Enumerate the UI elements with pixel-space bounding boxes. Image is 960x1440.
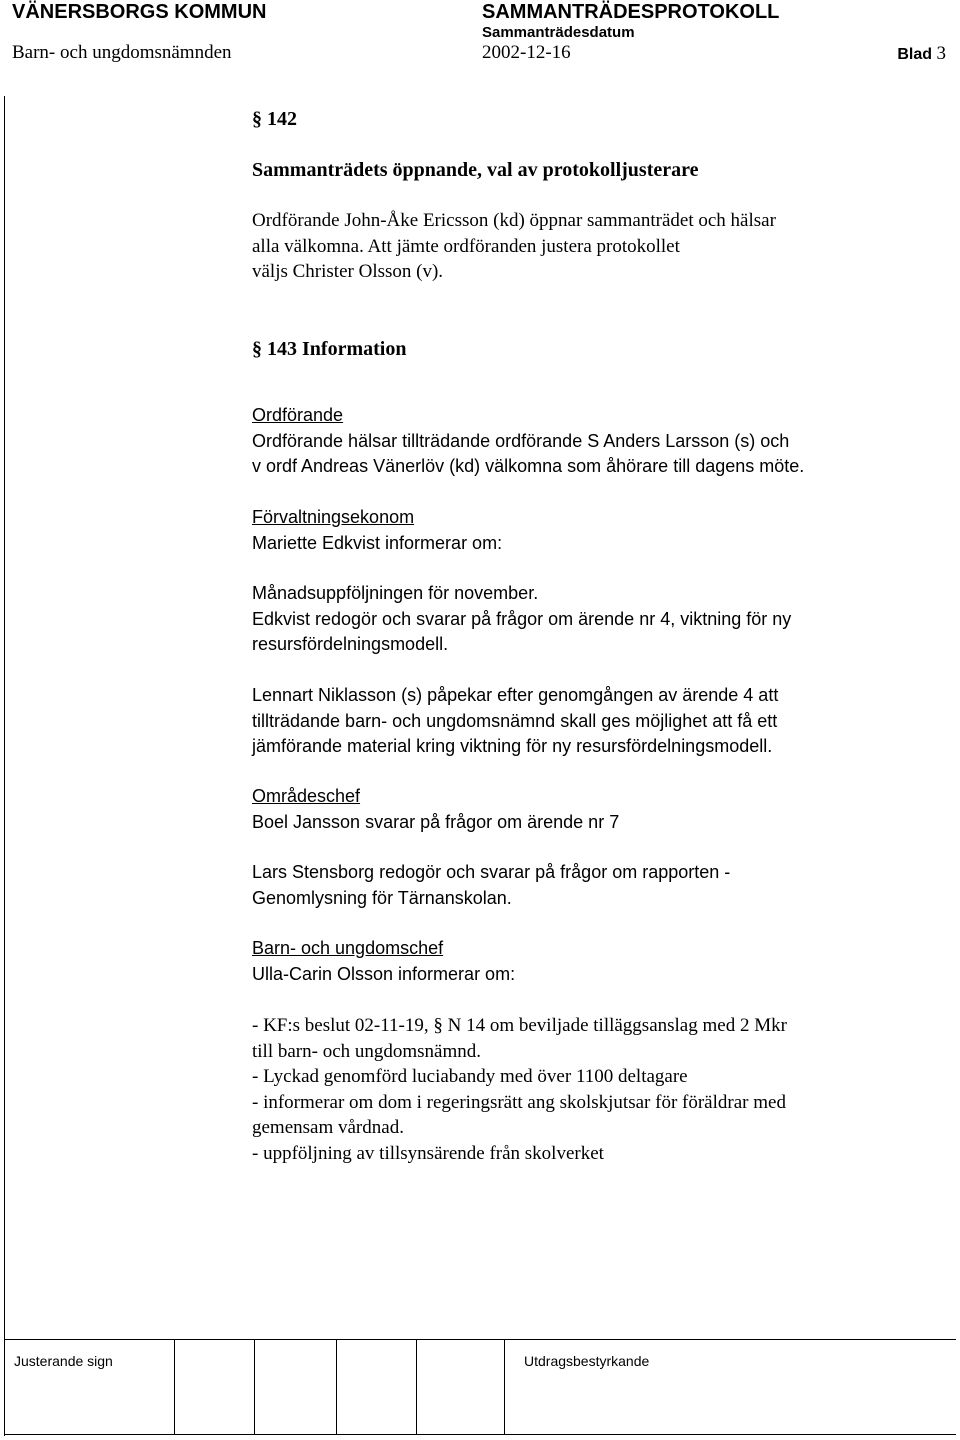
footer-cell-divider-2 bbox=[254, 1339, 255, 1435]
economist-details bbox=[252, 581, 791, 658]
list-item: - Lyckad genomförd luciabandy med över 1100 deltagare bbox=[252, 1066, 688, 1087]
chair-role: Ordförande bbox=[252, 405, 344, 425]
document-type: SAMMANTRÄDESPROTOKOLL bbox=[482, 1, 780, 23]
niklasson-line: tillträdande barn- och ungdomsnämnd skall ges möjlighet att få ett bbox=[252, 710, 778, 731]
footer-bottom-line bbox=[4, 1434, 956, 1435]
org-name: VÄNERSBORGS KOMMUN bbox=[12, 1, 267, 23]
list-item: - informerar om dom i regeringsrätt ang skolskjutsar för föräldrar med bbox=[252, 1091, 786, 1113]
niklasson-block bbox=[252, 683, 778, 760]
niklasson-line: Lennart Niklasson (s) påpekar efter genomgången av ärende 4 att bbox=[252, 685, 779, 705]
economist-intro: Mariette Edkvist informerar om: bbox=[252, 532, 503, 553]
footer-cell-divider-4 bbox=[416, 1339, 417, 1435]
date-label: Sammanträdesdatum bbox=[482, 24, 635, 41]
youth-chief-block bbox=[252, 936, 515, 987]
section-142-line: väljs Christer Olsson (v). bbox=[252, 261, 444, 282]
section-143-heading: § 143 Information bbox=[252, 338, 407, 360]
stensborg-line: Genomlysning för Tärnanskolan. bbox=[252, 887, 512, 908]
area-chief-line: Boel Jansson svarar på frågor om ärende nr 7 bbox=[252, 811, 620, 832]
chair-block bbox=[252, 403, 804, 480]
list-item: till barn- och ungdomsnämnd. bbox=[252, 1040, 482, 1062]
youth-chief-intro: Ulla-Carin Olsson informerar om: bbox=[252, 963, 516, 984]
footer-cell-divider-1 bbox=[174, 1339, 175, 1435]
extract-certification-label: Utdragsbestyrkande bbox=[524, 1353, 650, 1369]
stensborg-line: Lars Stensborg redogör och svarar på frågor om rapporten - bbox=[252, 862, 731, 882]
section-142-line: alla välkomna. Att jämte ordföranden justera protokollet bbox=[252, 235, 680, 257]
economist-role: Förvaltningsekonom bbox=[252, 507, 415, 527]
stensborg-block bbox=[252, 860, 730, 911]
footer-cell-divider-3 bbox=[336, 1339, 337, 1435]
page-number: 3 bbox=[936, 43, 946, 64]
economist-line: Edkvist redogör och svarar på frågor om ärende nr 4, viktning för ny bbox=[252, 608, 792, 629]
section-142-line: Ordförande John-Åke Ericsson (kd) öppnar sammanträdet och hälsar bbox=[252, 210, 776, 231]
committee-name: Barn- och ungdomsnämnden bbox=[12, 42, 232, 63]
list-item: - KF:s beslut 02-11-19, § N 14 om beviljade tilläggsanslag med 2 Mkr bbox=[252, 1015, 787, 1036]
page-label: Blad bbox=[897, 46, 932, 63]
left-margin-line bbox=[4, 96, 5, 1436]
footer-cell-divider-5 bbox=[504, 1339, 505, 1435]
chair-line: Ordförande hälsar tillträdande ordförande S Anders Larsson (s) och bbox=[252, 430, 790, 451]
economist-line: Månadsuppföljningen för november. bbox=[252, 583, 539, 603]
page-indicator bbox=[897, 43, 946, 65]
area-chief-role: Områdeschef bbox=[252, 786, 361, 806]
youth-chief-role: Barn- och ungdomschef bbox=[252, 938, 444, 958]
section-142-title: Sammanträdets öppnande, val av protokolljusterare bbox=[252, 159, 699, 181]
section-142-number: § 142 bbox=[252, 108, 297, 130]
economist-block bbox=[252, 505, 502, 556]
justering-sign-label: Justerande sign bbox=[14, 1353, 113, 1369]
meeting-date: 2002-12-16 bbox=[482, 42, 571, 63]
niklasson-line: jämförande material kring viktning för ny resursfördelningsmodell. bbox=[252, 736, 773, 756]
economist-line: resursfördelningsmodell. bbox=[252, 634, 449, 654]
area-chief-block bbox=[252, 784, 619, 835]
section-142-body bbox=[252, 208, 776, 285]
chair-line: v ordf Andreas Vänerlöv (kd) välkomna som åhörare till dagens möte. bbox=[252, 456, 805, 476]
list-item: - uppföljning av tillsynsärende från skolverket bbox=[252, 1142, 604, 1164]
list-item: gemensam vårdnad. bbox=[252, 1117, 404, 1138]
youth-chief-items bbox=[252, 1013, 787, 1166]
footer-divider bbox=[4, 1339, 956, 1340]
